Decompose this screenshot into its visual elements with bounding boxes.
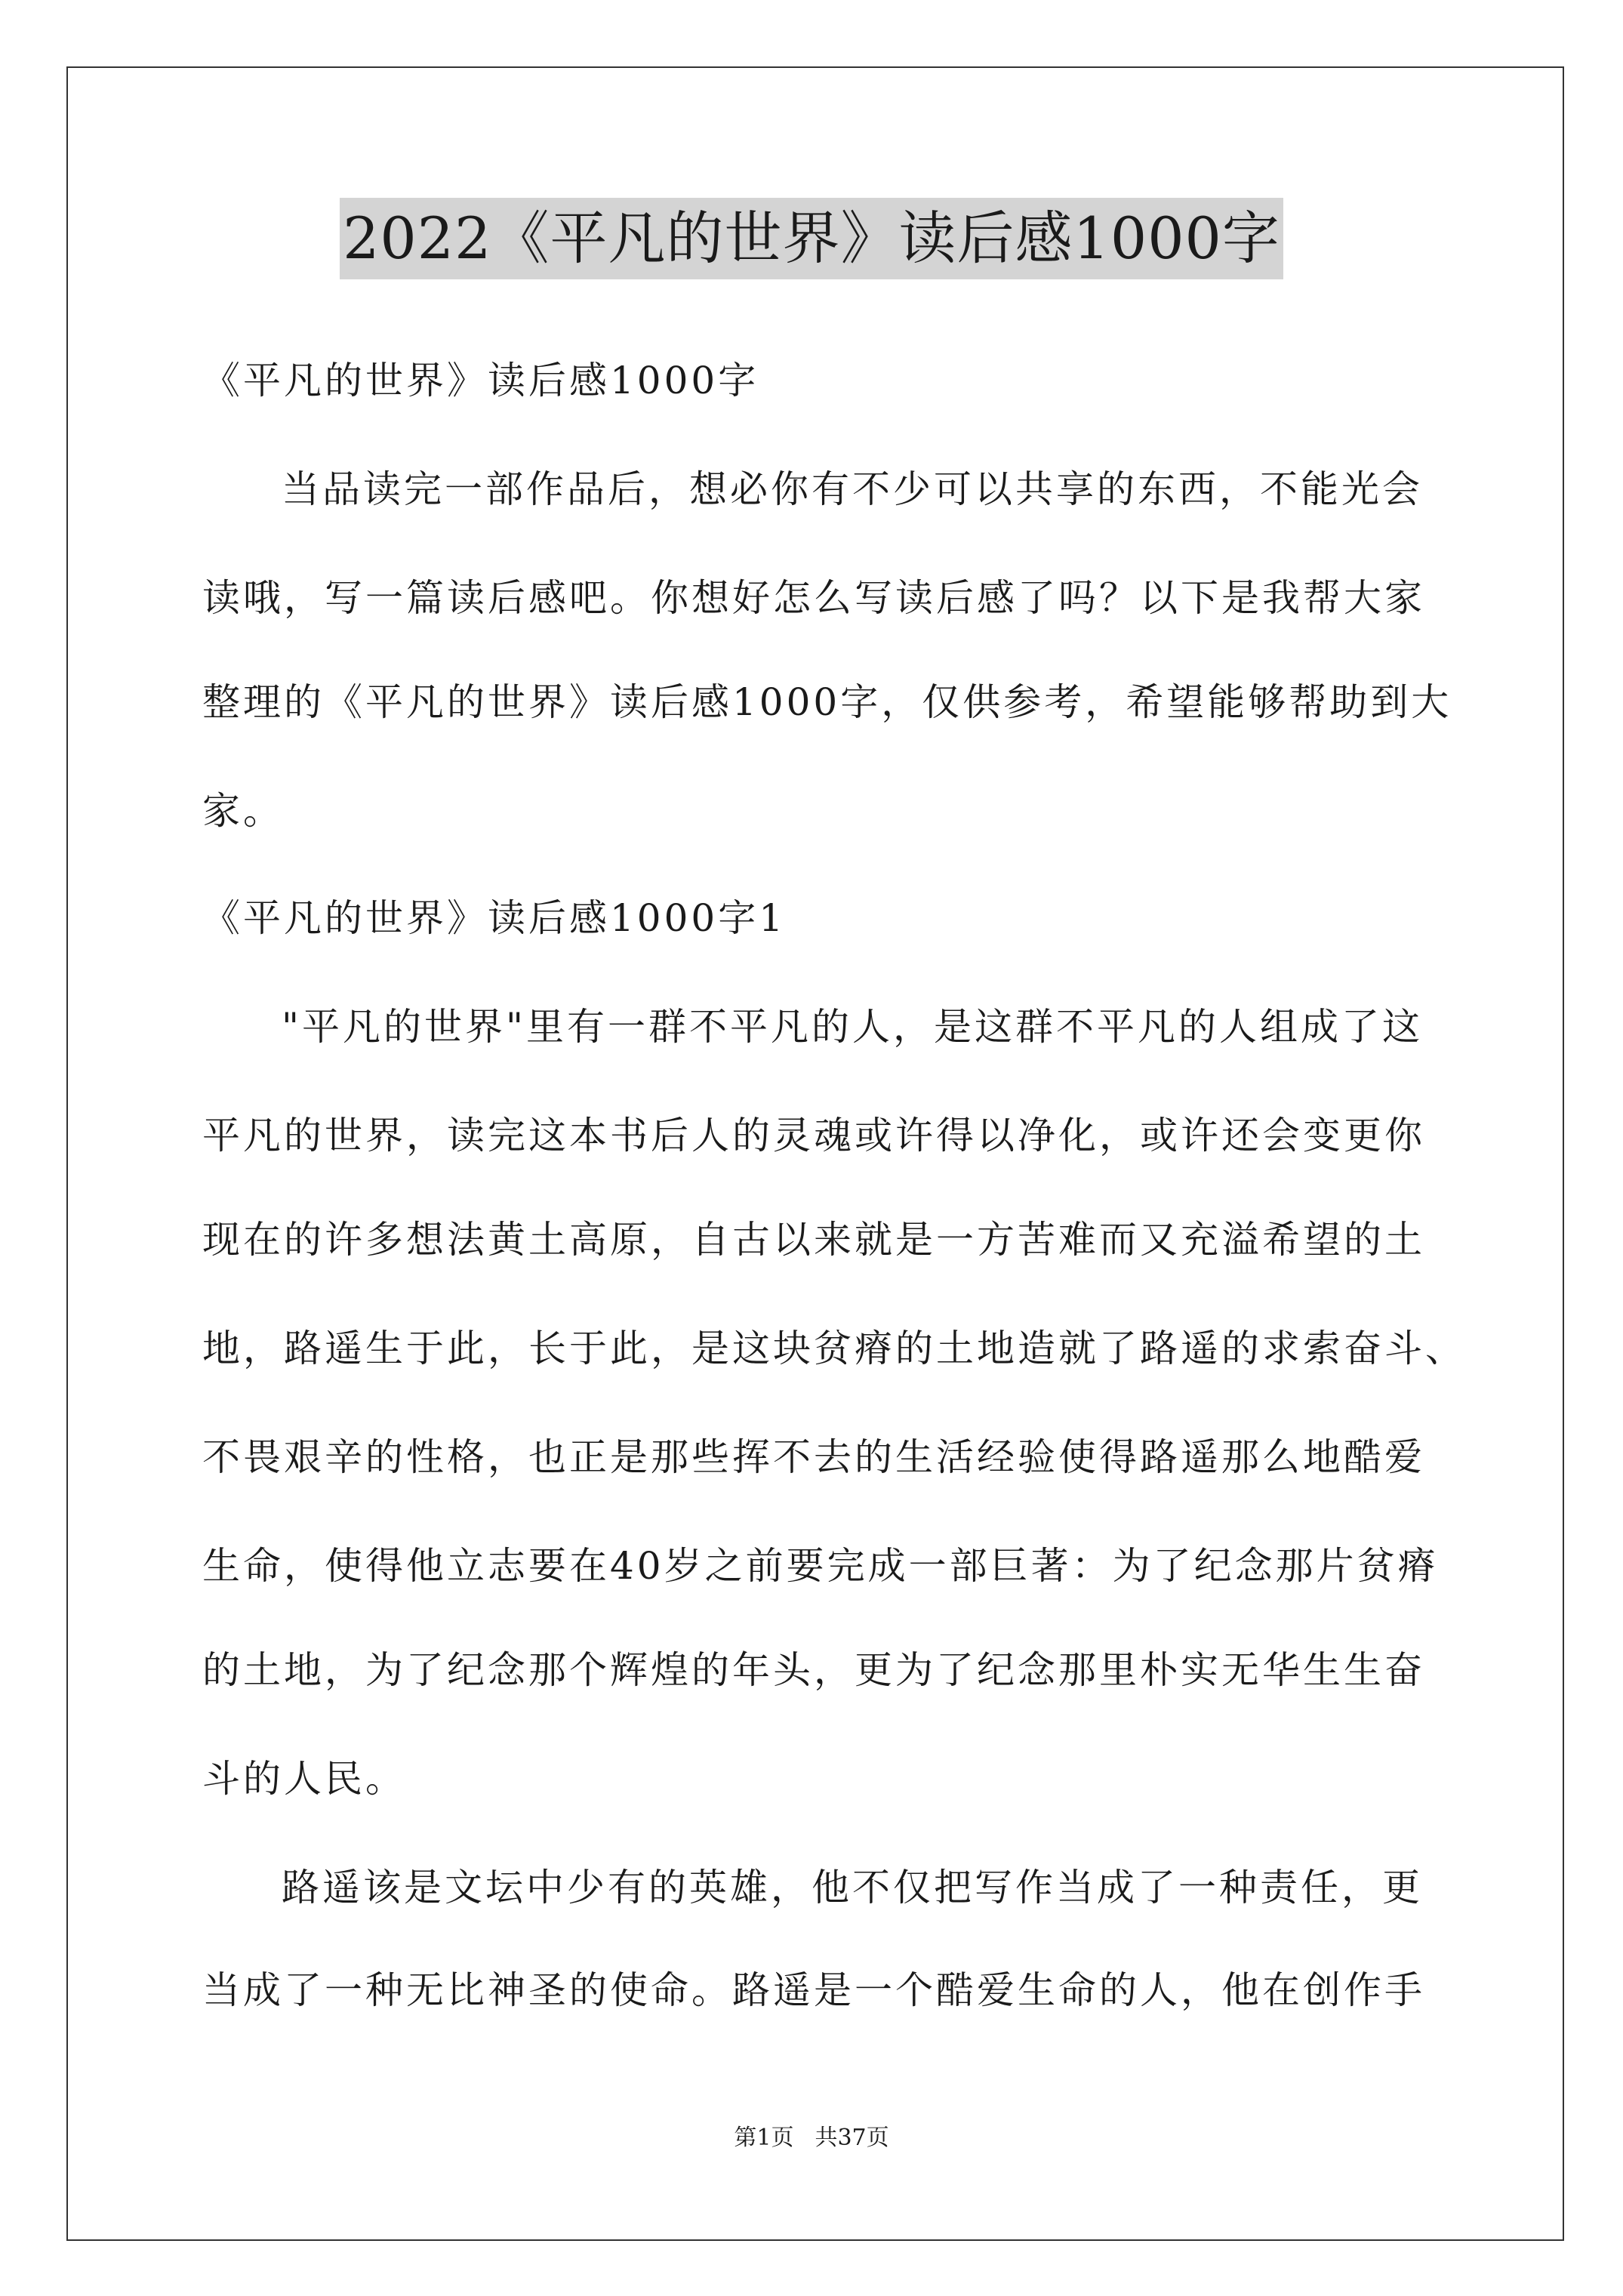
- paragraph-line: 平凡的世界，读完这本书后人的灵魂或许得以净化，或许还会变更你: [202, 1114, 1425, 1157]
- section-heading: 《平凡的世界》读后感1000字1: [202, 896, 787, 940]
- paragraph-line: "平凡的世界"里有一群不平凡的人，是这群不平凡的人组成了这: [282, 1005, 1423, 1049]
- paragraph-line: 斗的人民。: [202, 1757, 406, 1801]
- title-container: [0, 198, 1623, 279]
- paragraph-line: 家。: [202, 789, 284, 833]
- paragraph-line: 生命，使得他立志要在40岁之前要完成一部巨著：为了纪念那片贫瘠: [202, 1544, 1439, 1588]
- paragraph-line: 地，路遥生于此，长于此，是这块贫瘠的土地造就了路遥的求索奋斗、: [202, 1327, 1466, 1370]
- paragraph-line: 当品读完一部作品后，想必你有不少可以共享的东西，不能光会: [282, 467, 1423, 511]
- paragraph-line: 的土地，为了纪念那个辉煌的年头，更为了纪念那里朴实无华生生奋: [202, 1648, 1425, 1692]
- paragraph-line: 现在的许多想法黄土高原，自古以来就是一方苦难而又充溢希望的土: [202, 1218, 1425, 1262]
- page-total: 共37页: [815, 2125, 889, 2151]
- paragraph-line: 整理的《平凡的世界》读后感1000字，仅供参考，希望能够帮助到大: [202, 680, 1452, 724]
- paragraph-line: 读哦，写一篇读后感吧。你想好怎么写读后感了吗？以下是我帮大家: [202, 576, 1425, 620]
- page-number: 第1页: [734, 2125, 794, 2151]
- paragraph-line: 路遥该是文坛中少有的英雄，他不仅把写作当成了一种责任，更: [282, 1866, 1423, 1909]
- paragraph-line: 不畏艰辛的性格，也正是那些挥不去的生活经验使得路遥那么地酷爱: [202, 1435, 1425, 1479]
- paragraph-line: 当成了一种无比神圣的使命。路遥是一个酷爱生命的人，他在创作手: [202, 1968, 1425, 2012]
- document-title: 2022《平凡的世界》读后感1000字: [340, 198, 1283, 279]
- subtitle-line: 《平凡的世界》读后感1000字: [202, 359, 759, 402]
- page-footer: [0, 2123, 1623, 2153]
